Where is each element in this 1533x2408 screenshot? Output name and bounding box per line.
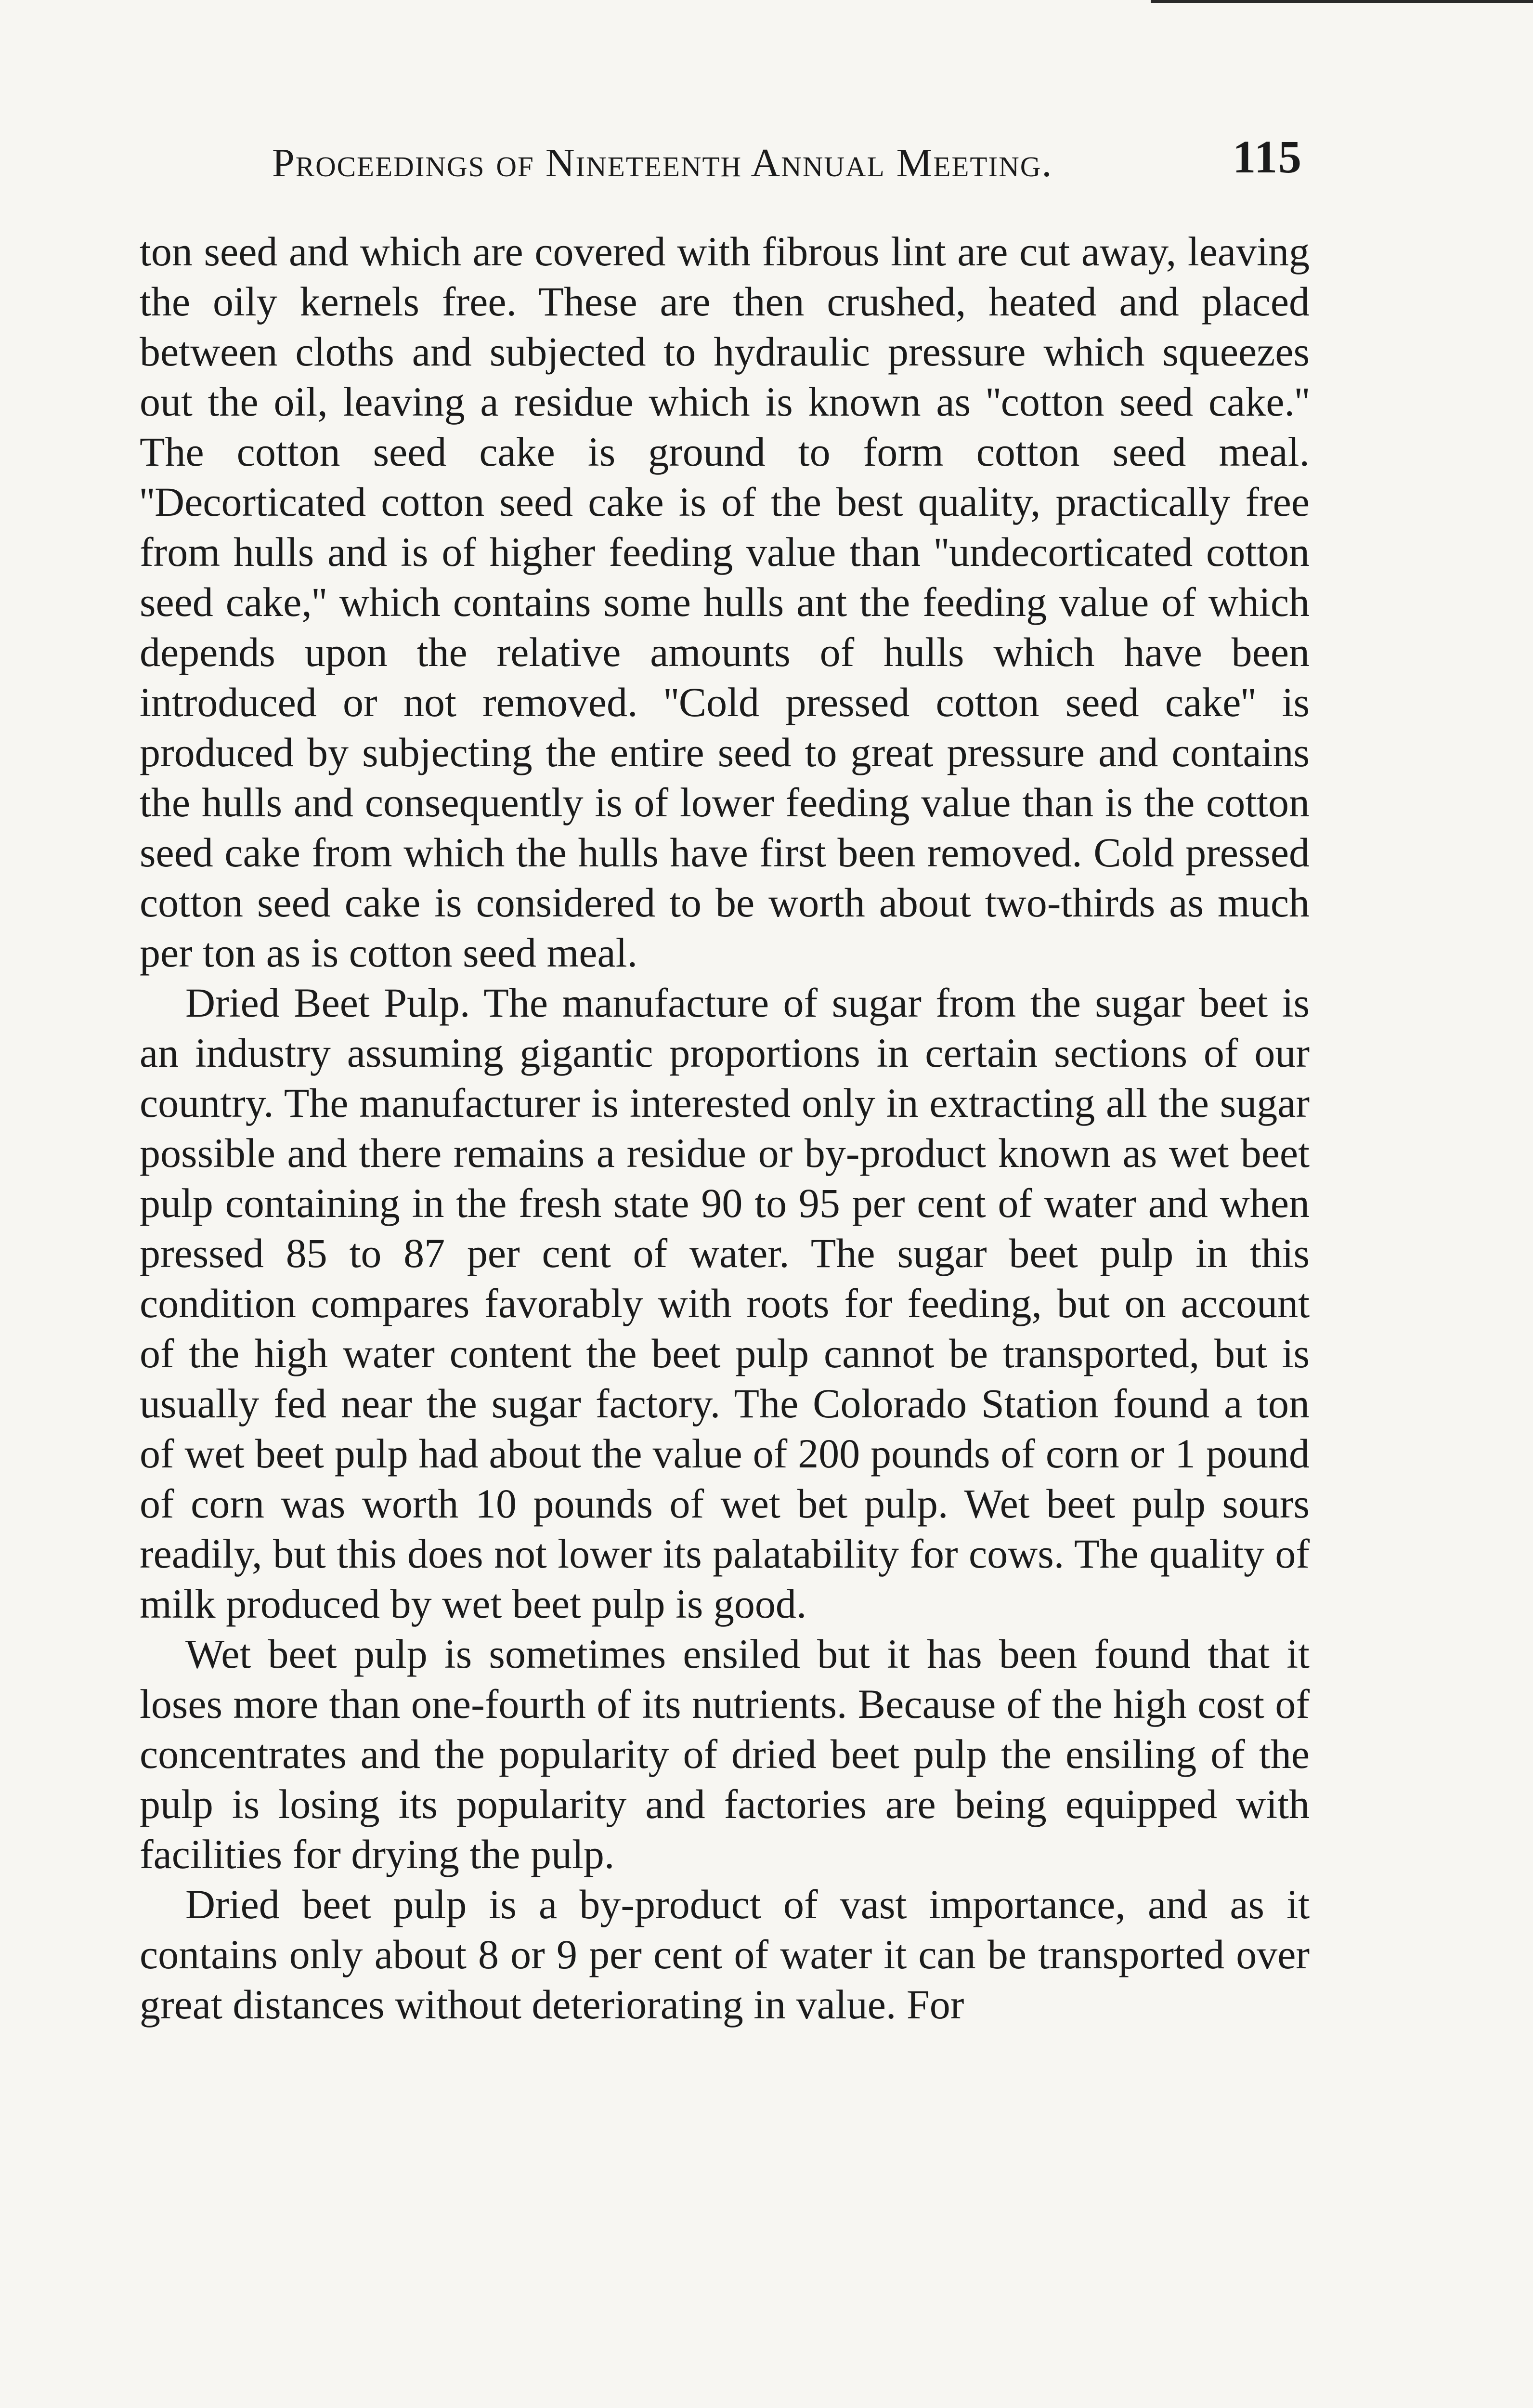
paragraph-dried-beet-pulp-importance: Dried beet pulp is a by-product of vast importance, and as it contains only about 8 or 9 per cent of water it can be transported over great distances without deteriorating in value. For (140, 1881, 1310, 2028)
running-title: Proceedings of Nineteenth Annual Meeting. (272, 141, 1053, 185)
body-text (140, 226, 1310, 2029)
paragraph-cotton-seed-continued: ton seed and which are covered with fibrous lint are cut away, leaving the oily kernels free. These are then crushed, heated and placed between cloths and subjected to hydraulic pressure which squeezes out the oil, leaving a residue which is known as ''cotton seed cake.'' The cotton seed cake is ground to form cotton seed meal. ''Decorticated cotton seed cake is of the best quality, practically free from hulls and is of higher feeding value than ''undecorticated cotton seed cake,'' which contains some hulls ant the feeding value of which depends upon the relative amounts of hulls which have been introduced or not removed. ''Cold pressed cotton seed cake'' is produced by subjecting the entire seed to great pressure and contains the hulls and consequently is of lower feeding value than is the cotton seed cake from which the hulls have first been removed. Cold pressed cotton seed cake is considered to be worth about two-thirds as much per ton as is cotton seed meal. (140, 228, 1310, 976)
paragraph-dried-beet-pulp: Dried Beet Pulp. The manufacture of sugar from the sugar beet is an industry assuming gigantic proportions in certain sections of our country. The manufacturer is interested only in extracting all the sugar possible and there remains a residue or by-product known as wet beet pulp containing in the fresh state 90 to 95 per cent of water and when pressed 85 to 87 per cent of water. The sugar beet pulp in this condition compares favorably with roots for feeding, but on account of the high water content the beet pulp cannot be transported, but is usually fed near the sugar factory. The Colorado Station found a ton of wet beet pulp had about the value of 200 pounds of corn or 1 pound of corn was worth 10 pounds of wet bet pulp. Wet beet pulp sours readily, but this does not lower its palatability for cows. The quality of milk produced by wet beet pulp is good. (140, 980, 1310, 1627)
scan-edge-line-top (1151, 0, 1533, 3)
running-header (272, 130, 1302, 197)
page-number: 115 (1233, 131, 1302, 183)
paragraph-wet-beet-pulp-ensiled: Wet beet pulp is sometimes ensiled but it has been found that it loses more than one-fourth of its nutrients. Because of the high cost of concentrates and the popularity of dried beet pulp the ensiling of the pulp is losing its popularity and factories are being equipped with facilities for drying the pulp. (140, 1631, 1310, 1877)
